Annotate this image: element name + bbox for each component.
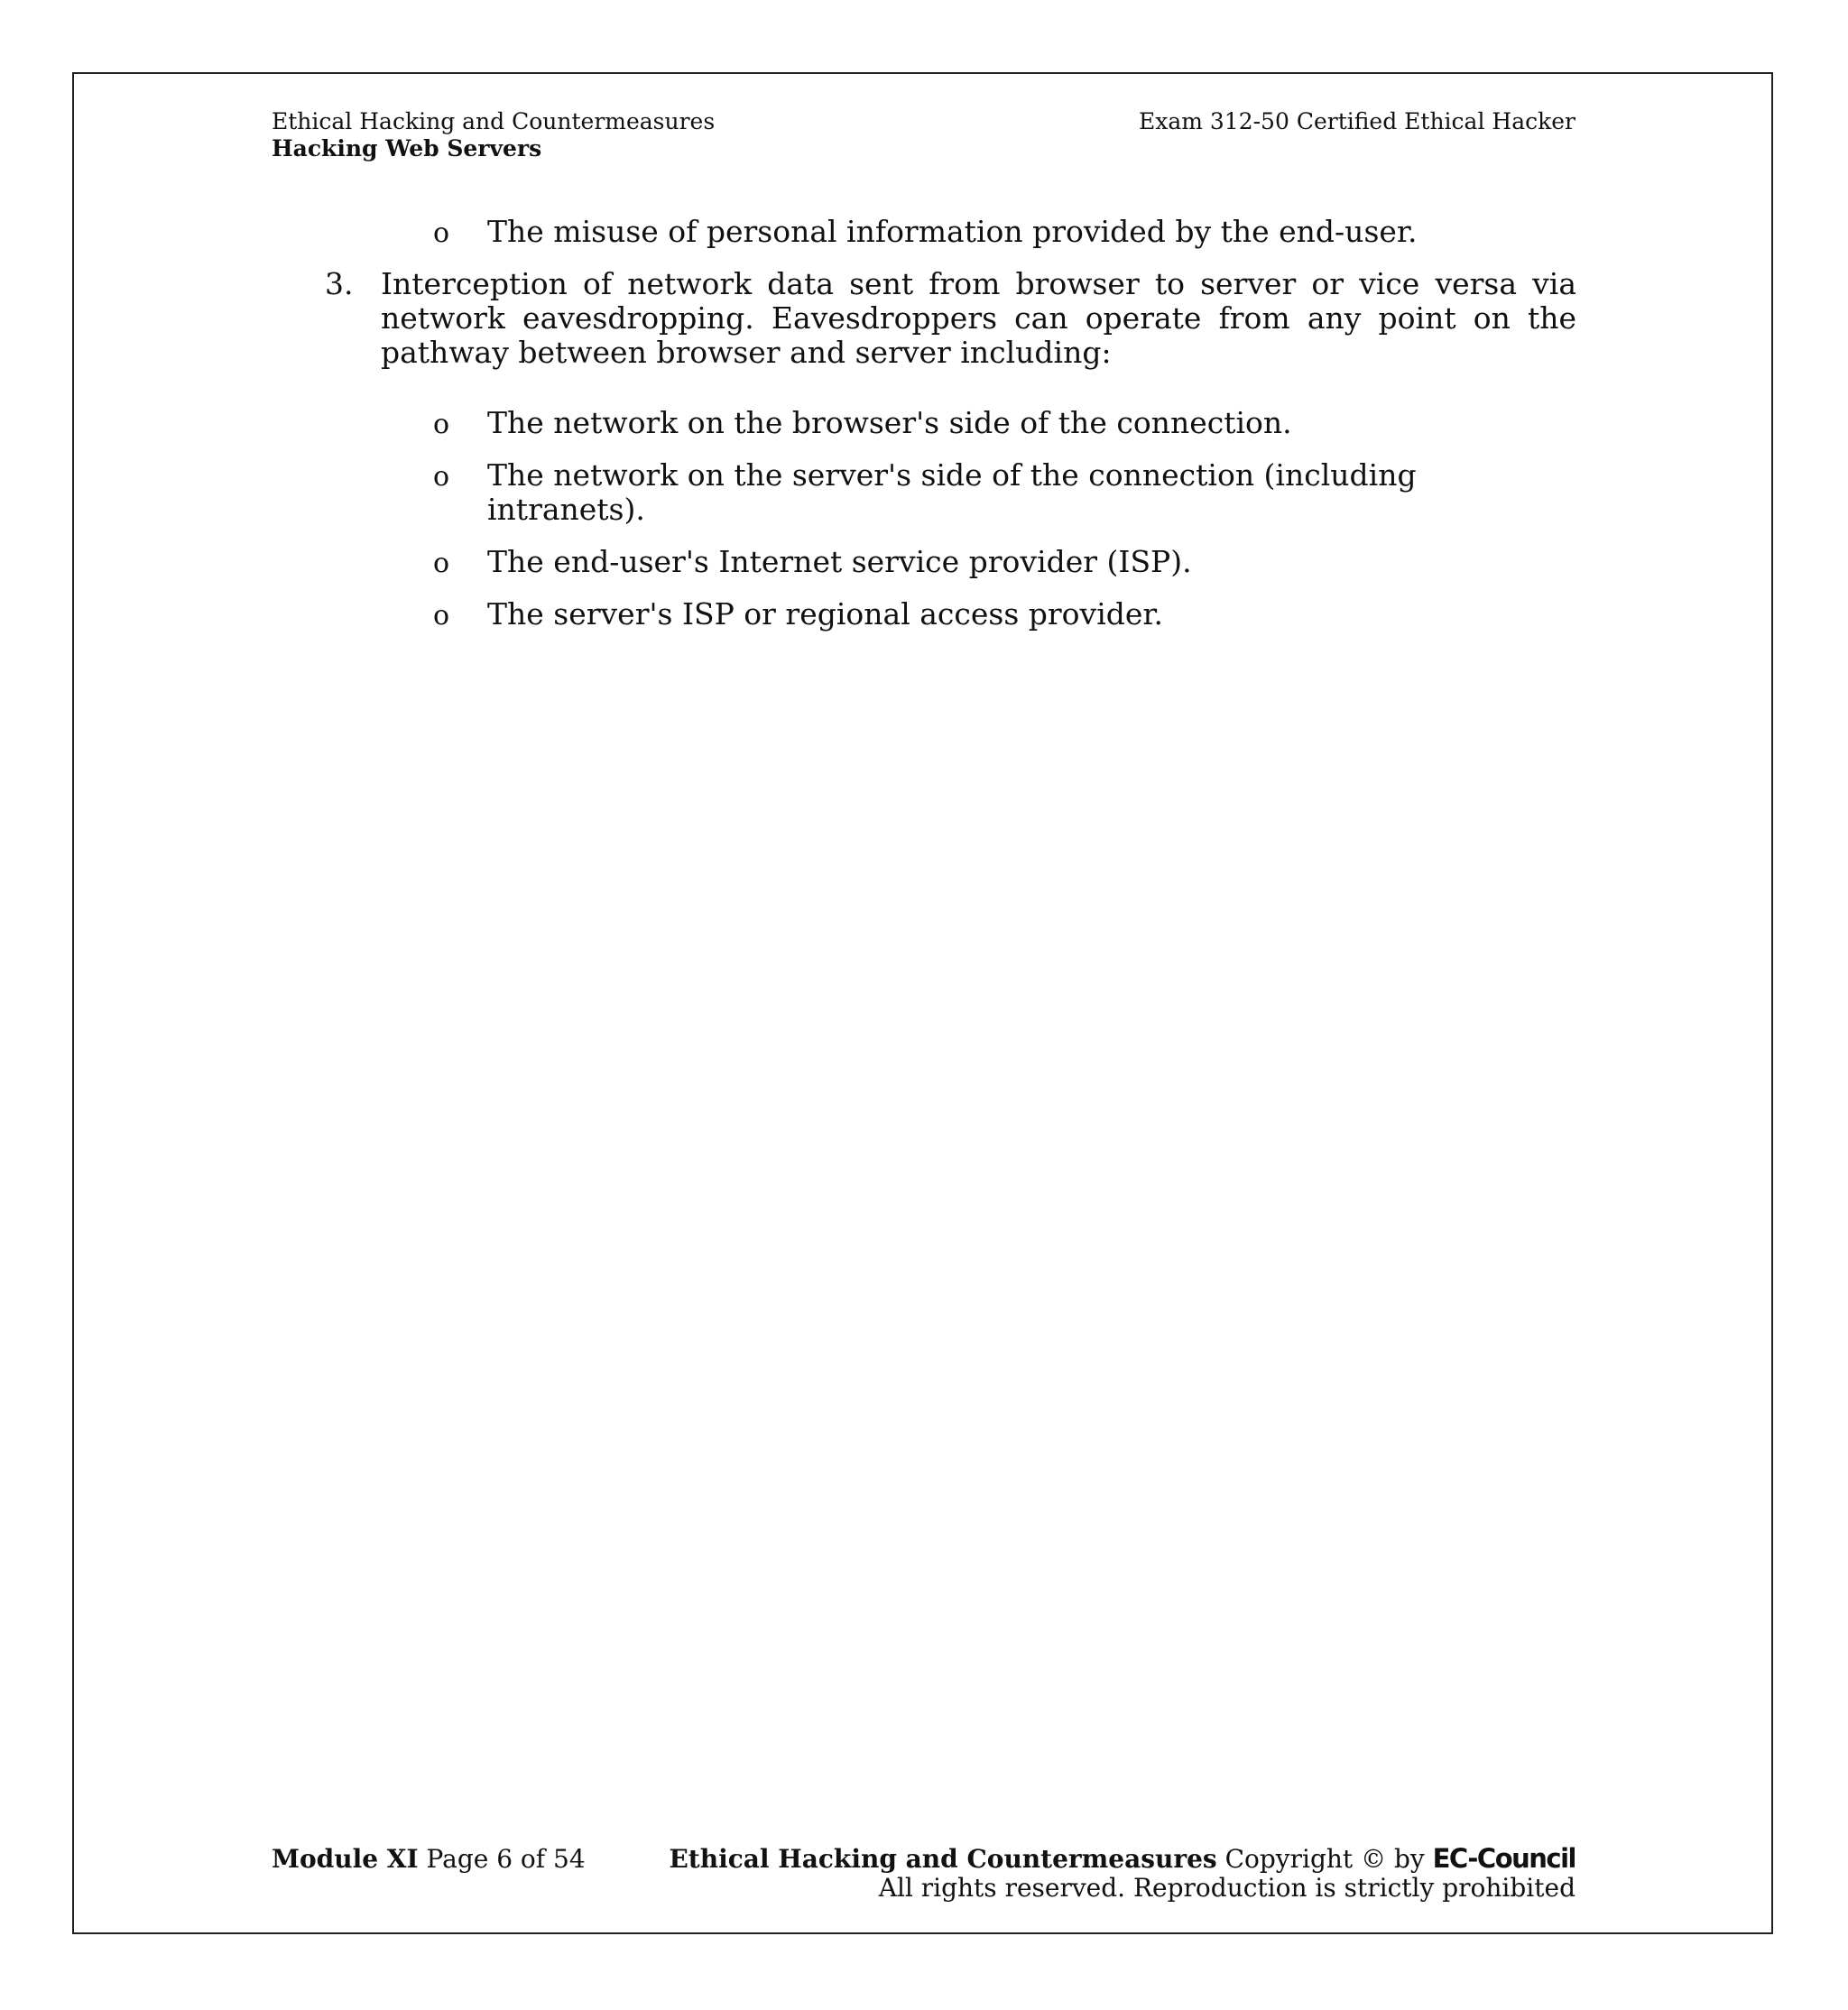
list-item-text: The network on the server's side of the connection (including intranets). [487,457,1417,527]
header-exam-title: Exam 312-50 Certified Ethical Hacker [1138,108,1575,134]
list-item-text: The misuse of personal information provided by the end-user. [487,214,1418,249]
bullet-circle-icon: o [433,217,450,249]
header-course-title: Ethical Hacking and Countermeasures [272,108,716,134]
numbered-item-text: Interception of network data sent from browser to server or vice versa via network eavesdropping. Eavesdroppers can operate from any point on the pathway between browser and server including: [381,266,1576,370]
list-item [271,597,1576,632]
page-content [271,215,1576,650]
footer-page-info: Page 6 of 54 [426,1844,586,1874]
bullet-circle-icon: o [433,548,450,579]
numbered-item [271,267,1576,370]
bullet-list [271,406,1576,632]
bullet-circle-icon: o [433,600,450,632]
bullet-circle-icon: o [433,461,450,493]
header-left [272,108,715,162]
bullet-circle-icon: o [433,409,450,440]
list-item [271,545,1576,579]
list-item [271,458,1576,527]
footer-copyright-text: Copyright © by [1224,1844,1425,1874]
footer-right [669,1844,1575,1903]
ec-council-logo: EC-Council [1432,1843,1575,1874]
list-item-text: The server's ISP or regional access provider. [487,596,1164,632]
footer-copyright-line [669,1844,1575,1874]
footer-course-title: Ethical Hacking and Countermeasures [669,1844,1217,1874]
header-module-title: Hacking Web Servers [272,135,542,161]
footer-module-label: Module XI [272,1844,419,1874]
footer-rights: All rights reserved. Reproduction is strictly prohibited [878,1873,1575,1903]
list-item-text: The network on the browser's side of the connection. [487,405,1292,440]
item-number: 3. [325,266,354,301]
list-item [271,406,1576,440]
list-item [271,215,1576,249]
list-item-text: The end-user's Internet service provider (ISP). [487,544,1192,579]
footer-left [272,1844,586,1875]
